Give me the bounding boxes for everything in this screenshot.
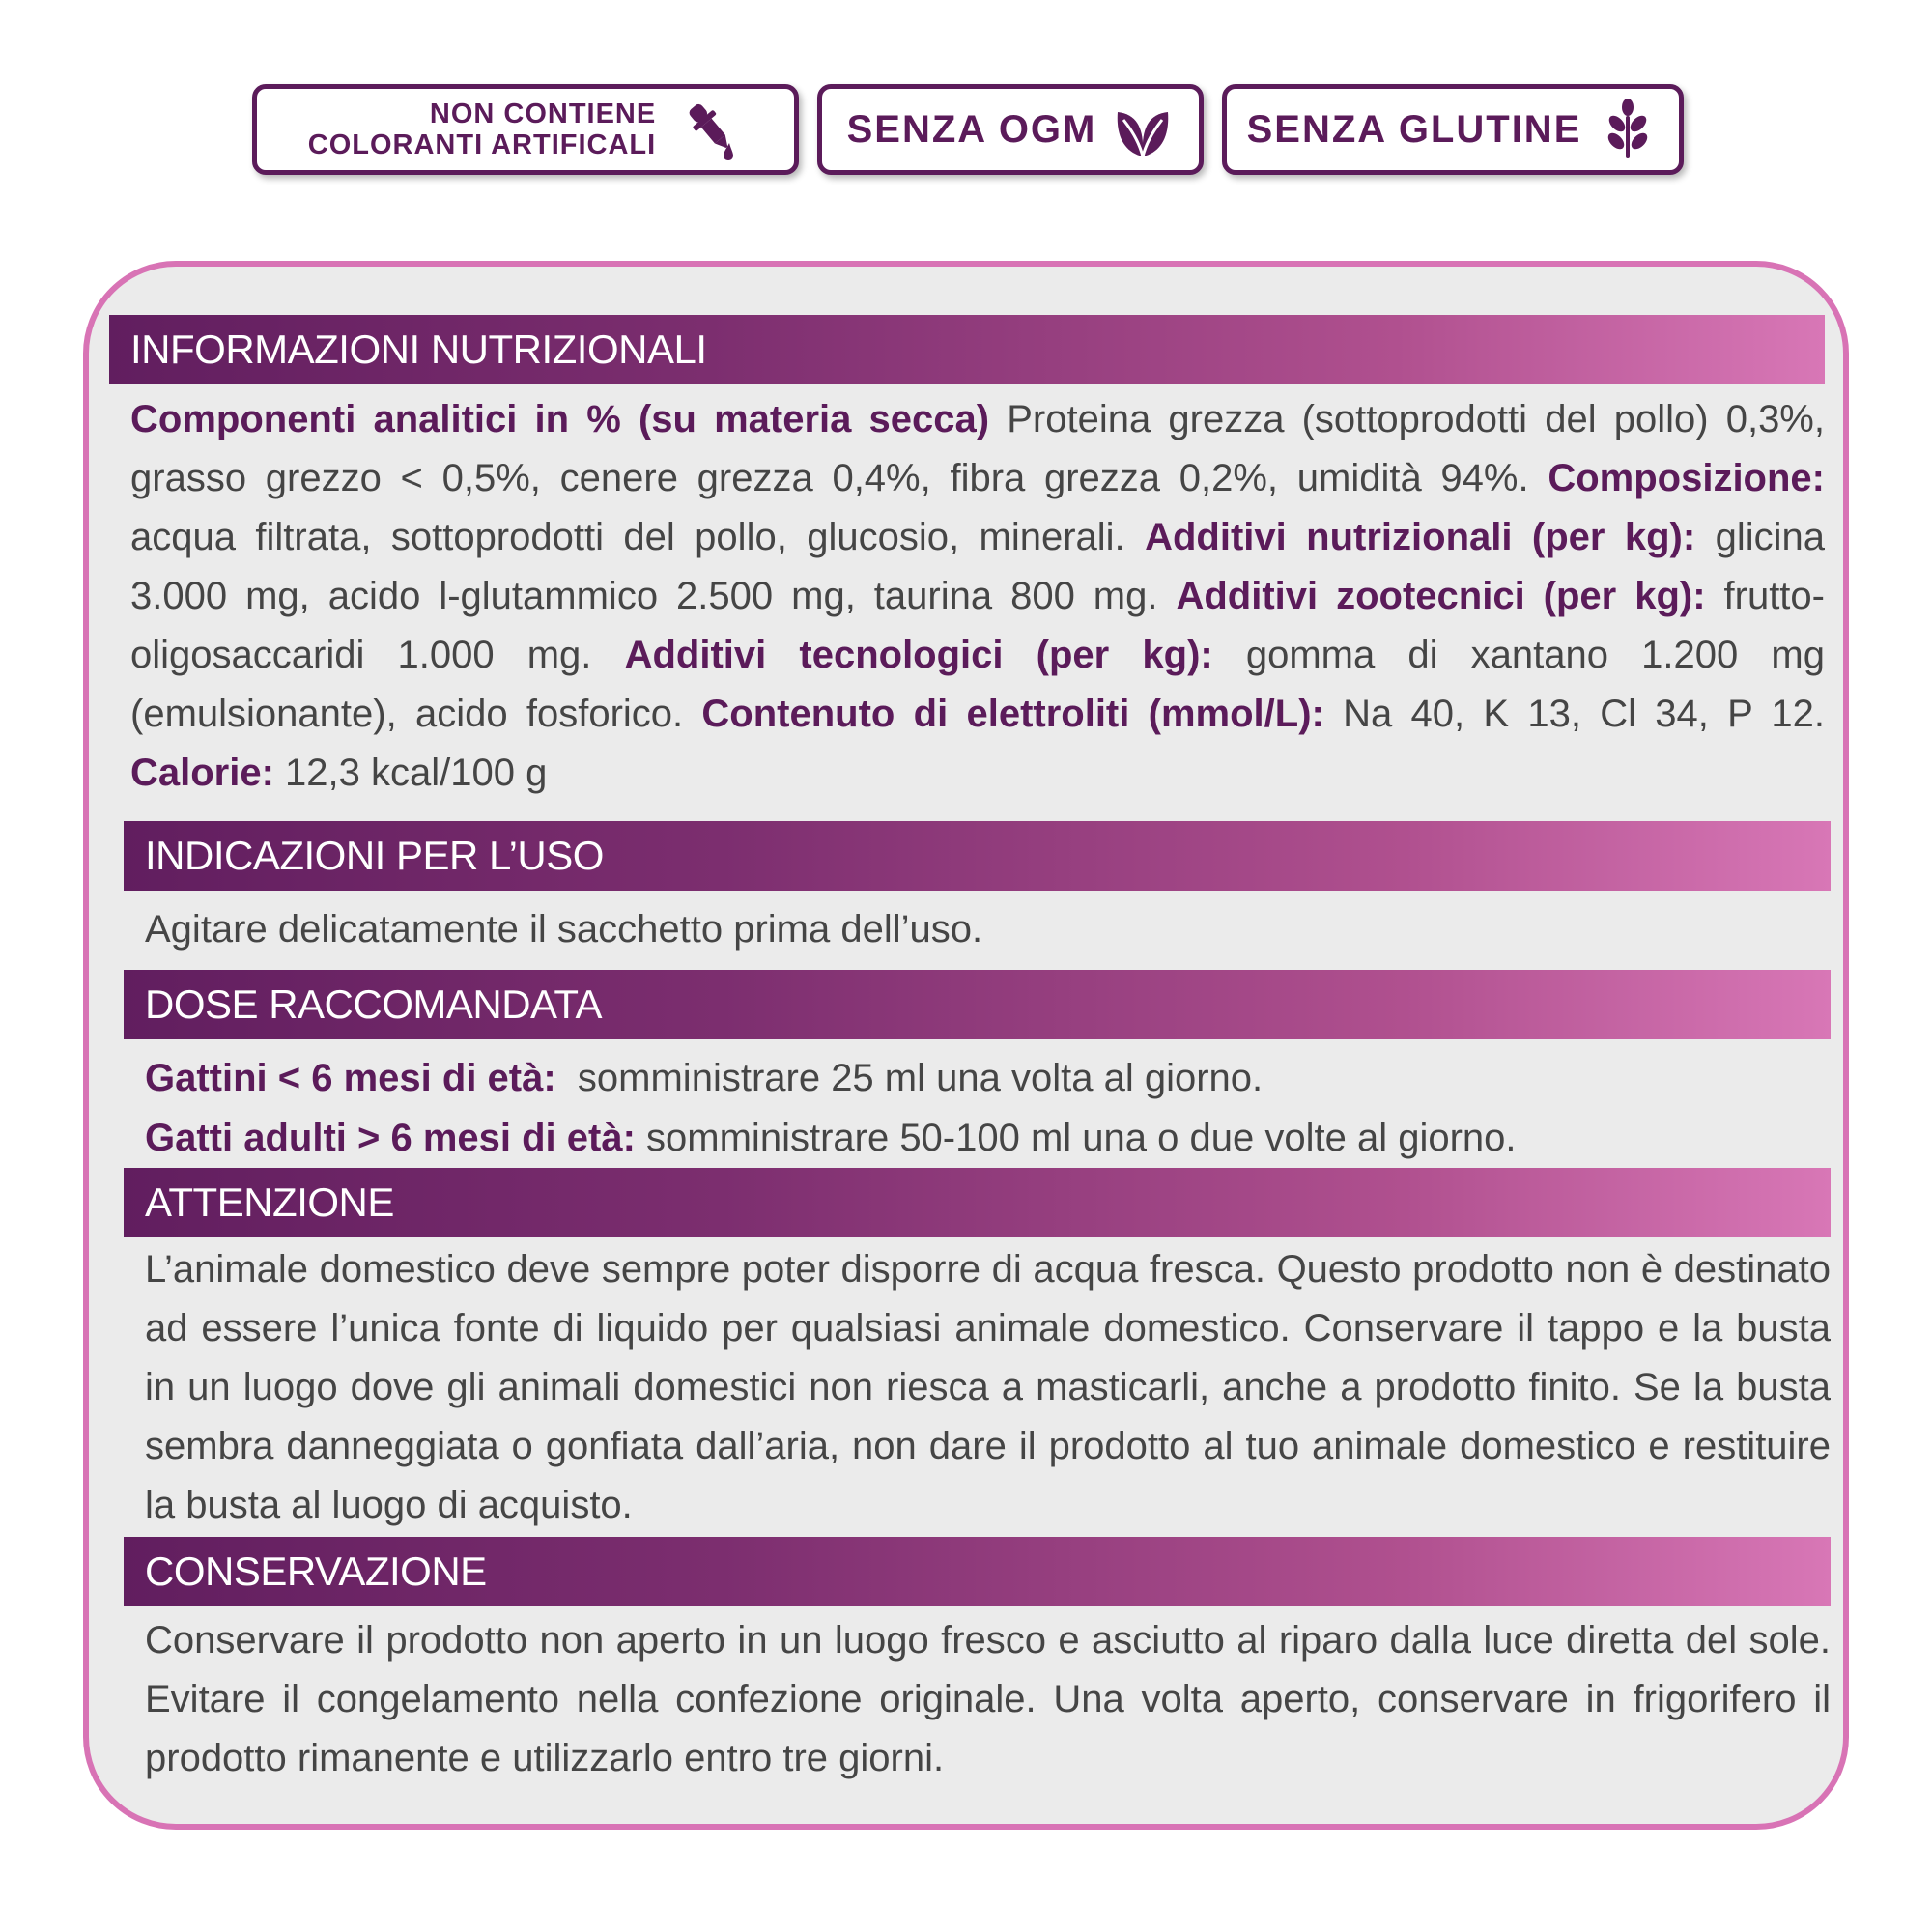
electrolytes-text: Na 40, K 13, Cl 34, P 12. (1323, 693, 1826, 735)
kittens-text: somministrare 25 ml una volta al giorno. (577, 1057, 1264, 1099)
warning-text: L’animale domestico deve sempre poter disporre di acqua fresca. Questo prodotto non è destinato ad essere l’unica fonte di liquido per qualsiasi animale domestico. Conservare il tappo e la busta in un luogo dove gli animali domestici non riesca a masticarli, anche a prodotto finito. Se la busta sembra danneggiata o gonfiata dall’aria, non dare il prodotto al tuo animale domestico e restituire la busta al luogo di acquisto. (145, 1248, 1831, 1526)
storage-text: Conservare il prodotto non aperto in un luogo fresco e asciutto al riparo dalla luce diretta del sole. Evitare il congelamento nella confezione originale. Una volta aperto, conservare in frigorifero il prodotto rimanente e utilizzarlo entro tre giorni. (145, 1619, 1831, 1779)
nutrition-heading-text: INFORMAZIONI NUTRIZIONALI (130, 327, 707, 372)
nutritional-additives-label: Additivi nutrizionali (per kg): (1145, 516, 1696, 558)
warning-heading-text: ATTENZIONE (145, 1179, 394, 1225)
zootechnical-text: frutto-oligosaccaridi 1.000 mg. (130, 575, 1825, 676)
dose-heading-text: DOSE RACCOMANDATA (145, 981, 602, 1027)
usage-text: Agitare delicatamente il sacchetto prima dell’uso. (145, 908, 983, 951)
calories-text: 12,3 kcal/100 g (273, 752, 548, 794)
storage-heading-text: CONSERVAZIONE (145, 1548, 487, 1594)
badge-colorants-line2: COLORANTI ARTIFICALI (307, 129, 657, 160)
leaf-icon (1112, 99, 1174, 160)
nutrition-text (130, 390, 1825, 803)
badge-colorants-line1: NON CONTIENE (429, 99, 657, 129)
badge-no-gmo (817, 84, 1204, 175)
usage-heading-text: INDICAZIONI PER L’USO (145, 833, 604, 878)
technological-text: gomma di xantano 1.200 mg (emulsionante), acido fosforico. (130, 634, 1825, 735)
badge-gluten-label: SENZA GLUTINE (1246, 107, 1582, 151)
dose-heading (124, 970, 1831, 1039)
badge-gluten-free (1222, 84, 1684, 175)
adults-text: somministrare 50-100 ml una o due volte al giorno. (646, 1117, 1517, 1159)
info-panel (83, 261, 1849, 1830)
dropper-icon (681, 99, 743, 160)
badge-no-artificial-colorants (252, 84, 799, 175)
technological-label: Additivi tecnologici (per kg): (624, 634, 1213, 676)
adults-label: Gatti adulti > 6 mesi di età: (145, 1117, 636, 1159)
badge-colorants-text (308, 99, 656, 160)
analytic-text: Proteina grezza (sottoprodotti del pollo) 0,3%, grasso grezzo < 0,5%, cenere grezza 0,4%, fibra grezza 0,2%, umidità 94%. (130, 398, 1825, 499)
dose-kittens (145, 1049, 1831, 1108)
electrolytes-label: Contenuto di elettroliti (mmol/L): (701, 693, 1324, 735)
nutritional-additives-text: glicina 3.000 mg, acido l-glutammico 2.500 mg, taurina 800 mg. (130, 516, 1825, 617)
zootechnical-label: Additivi zootecnici (per kg): (1176, 575, 1706, 617)
usage-heading (124, 821, 1831, 891)
composition-text: acqua filtrata, sottoprodotti del pollo, glucosio, minerali. (130, 516, 1146, 558)
warning-heading (124, 1168, 1831, 1237)
storage-heading (124, 1537, 1831, 1606)
calories-label: Calorie: (130, 752, 274, 794)
nutrition-heading (109, 315, 1825, 384)
composition-label: Composizione: (1548, 457, 1825, 499)
badge-ogm-label: SENZA OGM (846, 107, 1097, 151)
analytic-label: Componenti analitici in % (su materia secca) (130, 398, 990, 440)
wheat-icon (1597, 99, 1659, 160)
dose-adults (145, 1109, 1831, 1168)
kittens-label: Gattini < 6 mesi di età: (145, 1057, 556, 1099)
